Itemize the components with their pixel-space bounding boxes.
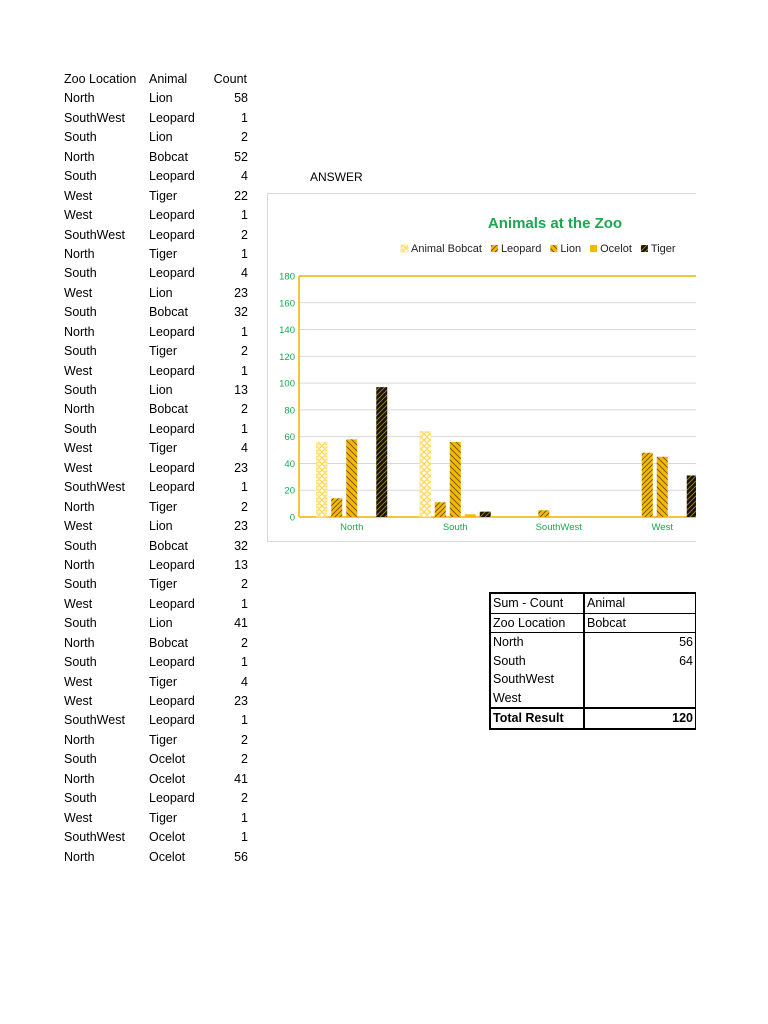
cell-count: 1 xyxy=(241,363,248,378)
cell-zoo-location: North xyxy=(64,771,95,786)
pivot-animal-label[interactable]: Animal xyxy=(584,593,696,613)
y-tick-label: 120 xyxy=(279,351,295,363)
legend-label-lion: Lion xyxy=(560,243,582,255)
cell-zoo-location: South xyxy=(64,130,97,145)
cell-zoo-location: North xyxy=(64,324,95,339)
cell-zoo-location: North xyxy=(64,849,95,864)
y-tick-label: 160 xyxy=(279,298,295,310)
cell-animal: Tiger xyxy=(149,674,178,689)
pivot-row-label: SouthWest xyxy=(490,670,584,689)
pivot-row-label: North xyxy=(490,633,584,652)
cell-zoo-location: SouthWest xyxy=(64,227,125,242)
cell-animal: Leopard xyxy=(149,266,195,281)
bar-leopard xyxy=(642,453,653,517)
table-row xyxy=(64,167,254,186)
cell-animal: Leopard xyxy=(149,324,195,339)
cell-count: 56 xyxy=(234,849,248,864)
pivot-row-value: 64 xyxy=(584,652,696,671)
y-tick-label: 140 xyxy=(279,325,295,337)
cell-count: 1 xyxy=(241,713,248,728)
cell-zoo-location: West xyxy=(64,674,93,689)
cell-animal: Ocelot xyxy=(149,849,186,864)
table-row xyxy=(64,362,254,381)
bar-leopard xyxy=(331,498,342,517)
cell-zoo-location: South xyxy=(64,344,97,359)
cell-count: 2 xyxy=(241,732,248,747)
cell-count: 41 xyxy=(234,616,248,631)
pivot-total-label: Total Result xyxy=(490,708,584,729)
cell-animal: Leopard xyxy=(149,110,195,125)
cell-zoo-location: South xyxy=(64,421,97,436)
cell-zoo-location: North xyxy=(64,557,95,572)
table-row xyxy=(64,381,254,400)
cell-zoo-location: North xyxy=(64,732,95,747)
table-row xyxy=(64,653,254,672)
cell-zoo-location: West xyxy=(64,285,93,300)
cell-animal: Leopard xyxy=(149,791,195,806)
cell-animal: Leopard xyxy=(149,227,195,242)
y-axis xyxy=(279,272,295,524)
bar-leopard xyxy=(435,502,446,517)
bar-tiger xyxy=(480,512,491,517)
cell-zoo-location: North xyxy=(64,91,95,106)
x-tick-label: SouthWest xyxy=(535,522,582,533)
cell-count: 1 xyxy=(241,596,248,611)
cell-animal: Tiger xyxy=(149,246,178,261)
cell-animal: Leopard xyxy=(149,480,195,495)
pivot-row-label: South xyxy=(490,652,584,671)
table-row xyxy=(64,517,254,536)
table-row xyxy=(64,148,254,167)
table-row xyxy=(64,245,254,264)
cell-count: 2 xyxy=(241,499,248,514)
table-row xyxy=(64,342,254,361)
cell-animal: Lion xyxy=(149,285,173,300)
y-tick-label: 0 xyxy=(289,512,295,524)
pivot-row-value: 56 xyxy=(584,633,696,652)
cell-count: 32 xyxy=(234,538,248,553)
bar-leopard xyxy=(538,510,549,517)
table-row xyxy=(64,284,254,303)
cell-animal: Ocelot xyxy=(149,771,186,786)
cell-zoo-location: West xyxy=(64,208,93,223)
cell-animal: Lion xyxy=(149,91,173,106)
cell-zoo-location: SouthWest xyxy=(64,110,125,125)
table-row xyxy=(64,303,254,322)
cell-zoo-location: West xyxy=(64,519,93,534)
y-tick-label: 40 xyxy=(284,458,295,470)
cell-animal: Leopard xyxy=(149,713,195,728)
cell-zoo-location: West xyxy=(64,596,93,611)
page-clip-edge xyxy=(696,0,768,1024)
legend-swatch-lion xyxy=(550,245,557,252)
chart-container[interactable] xyxy=(267,193,708,542)
pivot-row-south xyxy=(490,652,696,671)
cell-animal: Bobcat xyxy=(149,149,188,164)
cell-count: 1 xyxy=(241,480,248,495)
legend-label-leopard: Leopard xyxy=(500,243,542,255)
table-row xyxy=(64,459,254,478)
pivot-row-west xyxy=(490,689,696,709)
cell-zoo-location: West xyxy=(64,810,93,825)
cell-count: 2 xyxy=(241,344,248,359)
pivot-total-value: 120 xyxy=(584,708,696,729)
cell-count: 1 xyxy=(241,830,248,845)
cell-animal: Ocelot xyxy=(149,752,186,767)
legend-swatch-tiger xyxy=(641,245,648,252)
table-row xyxy=(64,498,254,517)
chart-title: Animals at the Zoo xyxy=(487,215,623,232)
table-row xyxy=(64,187,254,206)
table-row xyxy=(64,731,254,750)
pivot-sum-label: Sum - Count xyxy=(490,593,584,613)
pivot-bobcat-label: Bobcat xyxy=(584,613,696,633)
chart-bars xyxy=(316,387,698,517)
table-row xyxy=(64,264,254,283)
cell-animal: Leopard xyxy=(149,169,195,184)
x-axis xyxy=(340,522,673,533)
cell-zoo-location: SouthWest xyxy=(64,830,125,845)
cell-zoo-location: West xyxy=(64,441,93,456)
x-tick-label: South xyxy=(442,522,468,533)
cell-animal: Leopard xyxy=(149,596,195,611)
cell-zoo-location: South xyxy=(64,169,97,184)
legend-label-tiger: Tiger xyxy=(650,243,676,255)
cell-count: 2 xyxy=(241,577,248,592)
cell-count: 2 xyxy=(241,635,248,650)
cell-zoo-location: West xyxy=(64,363,93,378)
header-animal: Animal xyxy=(149,72,188,86)
cell-zoo-location: North xyxy=(64,635,95,650)
cell-count: 22 xyxy=(234,188,248,203)
cell-count: 4 xyxy=(241,441,248,456)
pivot-table xyxy=(489,592,697,730)
pivot-header-row xyxy=(490,593,696,613)
bar-ocelot xyxy=(465,514,476,517)
table-row xyxy=(64,537,254,556)
cell-count: 2 xyxy=(241,227,248,242)
pivot-row-north xyxy=(490,633,696,652)
pivot-row-value xyxy=(584,670,696,689)
cell-animal: Bobcat xyxy=(149,635,188,650)
table-row xyxy=(64,575,254,594)
cell-animal: Tiger xyxy=(149,441,178,456)
cell-count: 4 xyxy=(241,266,248,281)
cell-zoo-location: West xyxy=(64,188,93,203)
x-tick-label: West xyxy=(651,522,673,533)
cell-zoo-location: South xyxy=(64,305,97,320)
table-row xyxy=(64,556,254,575)
source-data-table xyxy=(64,70,254,867)
cell-zoo-location: South xyxy=(64,266,97,281)
table-row xyxy=(64,828,254,847)
cell-animal: Lion xyxy=(149,519,173,534)
cell-animal: Leopard xyxy=(149,363,195,378)
cell-count: 4 xyxy=(241,169,248,184)
cell-count: 1 xyxy=(241,110,248,125)
bar-lion xyxy=(346,439,357,517)
cell-count: 1 xyxy=(241,324,248,339)
cell-animal: Lion xyxy=(149,616,173,631)
bar-lion xyxy=(450,442,461,517)
cell-count: 32 xyxy=(234,305,248,320)
cell-animal: Lion xyxy=(149,383,173,397)
cell-animal: Bobcat xyxy=(149,538,188,553)
cell-zoo-location: North xyxy=(64,246,95,261)
pivot-total-row xyxy=(490,708,696,729)
table-row xyxy=(64,711,254,730)
x-tick-label: North xyxy=(340,522,364,533)
cell-count: 23 xyxy=(234,694,248,708)
bar-bobcat xyxy=(316,442,327,517)
cell-animal: Leopard xyxy=(149,557,195,572)
cell-count: 23 xyxy=(234,519,248,534)
cell-count: 58 xyxy=(234,91,248,106)
cell-zoo-location: SouthWest xyxy=(64,713,125,728)
cell-animal: Leopard xyxy=(149,694,195,708)
table-row xyxy=(64,439,254,458)
cell-animal: Tiger xyxy=(149,188,178,203)
pivot-subheader-row xyxy=(490,613,696,633)
answer-label: ANSWER xyxy=(310,170,363,184)
cell-count: 23 xyxy=(234,460,248,475)
header-count: Count xyxy=(213,72,247,86)
table-row xyxy=(64,478,254,497)
cell-count: 2 xyxy=(241,402,248,417)
cell-count: 23 xyxy=(234,285,248,300)
cell-animal: Lion xyxy=(149,130,173,145)
cell-animal: Tiger xyxy=(149,577,178,592)
cell-count: 41 xyxy=(234,771,248,786)
table-row xyxy=(64,400,254,419)
table-row xyxy=(64,109,254,128)
cell-zoo-location: South xyxy=(64,538,97,553)
cell-count: 2 xyxy=(241,130,248,145)
pivot-row-value xyxy=(584,689,696,709)
cell-zoo-location: South xyxy=(64,791,97,806)
table-row xyxy=(64,323,254,342)
table-row xyxy=(64,770,254,789)
bar-bobcat xyxy=(420,431,431,517)
cell-count: 2 xyxy=(241,752,248,767)
pivot-zoo-location-label[interactable]: Zoo Location xyxy=(490,613,584,633)
cell-zoo-location: North xyxy=(64,499,95,514)
animals-bar-chart xyxy=(268,194,708,541)
cell-count: 1 xyxy=(241,810,248,825)
cell-animal: Leopard xyxy=(149,460,195,475)
cell-zoo-location: South xyxy=(64,577,97,592)
table-row xyxy=(64,206,254,225)
cell-zoo-location: South xyxy=(64,655,97,670)
table-row xyxy=(64,692,254,711)
cell-zoo-location: South xyxy=(64,616,97,631)
table-row xyxy=(64,89,254,108)
table-row xyxy=(64,420,254,439)
cell-zoo-location: North xyxy=(64,149,95,164)
table-row xyxy=(64,789,254,808)
cell-animal: Tiger xyxy=(149,344,178,359)
cell-zoo-location: North xyxy=(64,402,95,417)
cell-count: 1 xyxy=(241,655,248,670)
legend-swatch-leopard xyxy=(491,245,498,252)
cell-animal: Bobcat xyxy=(149,402,188,417)
pivot-row-label: West xyxy=(490,689,584,709)
table-row xyxy=(64,226,254,245)
cell-count: 1 xyxy=(241,208,248,223)
pivot-row-southwest xyxy=(490,670,696,689)
cell-zoo-location: South xyxy=(64,383,97,397)
cell-animal: Bobcat xyxy=(149,305,188,320)
cell-count: 13 xyxy=(234,383,248,397)
legend-swatch-bobcat xyxy=(401,245,408,252)
cell-zoo-location: South xyxy=(64,752,97,767)
cell-animal: Ocelot xyxy=(149,830,186,845)
table-row xyxy=(64,614,254,633)
cell-count: 52 xyxy=(234,149,248,164)
chart-legend xyxy=(401,243,676,255)
table-row xyxy=(64,128,254,147)
cell-animal: Leopard xyxy=(149,421,195,436)
table-row xyxy=(64,848,254,867)
y-tick-label: 180 xyxy=(279,271,295,283)
y-tick-label: 20 xyxy=(284,485,295,497)
header-zoo-location: Zoo Location xyxy=(64,72,137,86)
y-tick-label: 60 xyxy=(284,432,295,444)
cell-count: 1 xyxy=(241,246,248,261)
table-row xyxy=(64,634,254,653)
bar-tiger xyxy=(376,387,387,517)
cell-count: 4 xyxy=(241,674,248,689)
legend-label-bobcat: Animal Bobcat xyxy=(411,243,482,255)
y-tick-label: 80 xyxy=(284,405,295,417)
table-header-row xyxy=(64,70,254,89)
table-row xyxy=(64,673,254,692)
cell-zoo-location: West xyxy=(64,460,93,475)
y-tick-label: 100 xyxy=(279,378,295,390)
table-row xyxy=(64,595,254,614)
cell-zoo-location: SouthWest xyxy=(64,480,125,495)
cell-animal: Tiger xyxy=(149,732,178,747)
cell-count: 2 xyxy=(241,791,248,806)
legend-swatch-ocelot xyxy=(590,245,597,252)
cell-zoo-location: West xyxy=(64,694,93,708)
table-row xyxy=(64,809,254,828)
cell-count: 13 xyxy=(234,557,248,572)
cell-animal: Tiger xyxy=(149,499,178,514)
cell-animal: Leopard xyxy=(149,655,195,670)
cell-animal: Tiger xyxy=(149,810,178,825)
cell-count: 1 xyxy=(241,421,248,436)
table-row xyxy=(64,750,254,769)
legend-label-ocelot: Ocelot xyxy=(600,243,632,255)
bar-lion xyxy=(657,457,668,517)
cell-animal: Leopard xyxy=(149,208,195,223)
table-body xyxy=(64,89,254,867)
